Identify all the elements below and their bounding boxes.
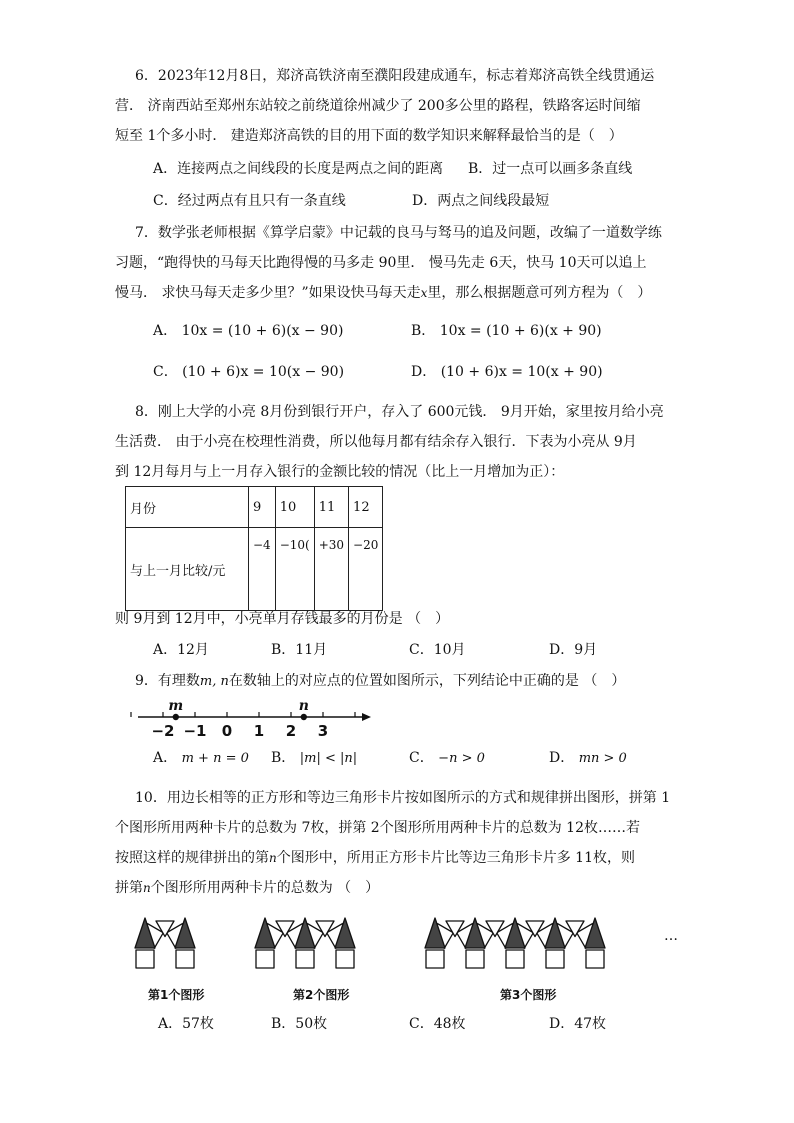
table-cell-month: 9 (249, 487, 276, 528)
square-card (466, 950, 484, 968)
q7-line-3b: 里，那么根据题意可列方程为（ ） (427, 285, 652, 301)
q10-line-4 (115, 878, 379, 898)
table-cell-value: −10( (275, 528, 314, 611)
figure-caption-3: 第3个图形 (500, 988, 557, 1002)
q9-option-d-label: D． (549, 750, 575, 766)
q9-line-1 (135, 671, 625, 692)
q8-option-d[interactable]: D．9月 (549, 642, 598, 658)
q7-line-3a: 慢马． 求快马每天走多少里？”如果设快马每天走 (115, 285, 421, 301)
square-card (256, 950, 274, 968)
q10-variable-n: n (269, 851, 277, 865)
q9-option-a[interactable] (153, 748, 249, 769)
q10-line-3b: 个图形中，所用正方形卡片比等边三角形卡片多 11枚，则 (276, 850, 635, 866)
q9-option-a-label: A． (153, 750, 178, 766)
q7-option-c-label: C． (153, 364, 178, 380)
q7-option-a[interactable] (153, 321, 343, 341)
q7-option-d-label: D． (411, 364, 437, 380)
q6-line-2: 营． 济南西站至郑州东站较之前绕道徐州减少了 200多公里的路程，铁路客运时间缩 (115, 98, 641, 114)
q10-option-c[interactable]: C．48枚 (409, 1016, 466, 1032)
tick-label: −1 (183, 722, 207, 740)
q8-comparison-table (125, 486, 383, 611)
square-card (586, 950, 604, 968)
square-card (336, 950, 354, 968)
q10-line-4b: 个图形所用两种卡片的总数为 （ ） (150, 880, 380, 896)
table-cell-value: −20 (349, 528, 383, 611)
q9-option-c-expression: −n > 0 (438, 751, 485, 766)
tick-label: 1 (253, 722, 265, 740)
q7-option-b-equation: 10x = (10 + 6)(x + 90) (439, 323, 602, 339)
q9-option-c-label: C． (409, 750, 434, 766)
point-m-label: m (168, 698, 184, 714)
q8-option-b[interactable]: B．11月 (271, 642, 328, 658)
square-card (466, 950, 484, 968)
q8-line-2: 生活费． 由于小亮在校理性消费，所以他每月都有结余存入银行．下表为小亮从 9月 (115, 434, 637, 450)
table-cell-month: 10 (275, 487, 314, 528)
q6-option-a[interactable]: A．连接两点之间线段的长度是两点之间的距离 (153, 161, 444, 177)
square-card (506, 950, 524, 968)
square-card (546, 950, 564, 968)
table-cell-month: 12 (349, 487, 383, 528)
q7-line-2: 习题，“跑得快的马每天比跑得慢的马多走 90里． 慢马先走 6天，快马 10天可以追上 (115, 255, 647, 271)
square-card (506, 950, 524, 968)
tick-label: 0 (221, 722, 233, 740)
square-card (296, 950, 314, 968)
q7-option-d[interactable] (411, 362, 603, 382)
square-card (426, 950, 444, 968)
q7-option-b[interactable] (411, 321, 602, 341)
q7-option-c-equation: (10 + 6)x = 10(x − 90) (182, 364, 345, 380)
table-header-month: 月份 (126, 487, 249, 528)
point-m (173, 714, 179, 720)
q8-line-3: 到 12月每月与上一月存入银行的金额比较的情况（比上一月增加为正）： (115, 464, 565, 480)
square-card (136, 950, 154, 968)
q7-line-1: 7．数学张老师根据《算学启蒙》中记载的良马与驽马的追及问题，改编了一道数学练 (135, 225, 662, 241)
q7-option-c[interactable] (153, 362, 344, 382)
q10-line-3 (115, 848, 635, 868)
q8-question: 则 9月到 12月中，小亮单月存钱最多的月份是 （ ） (115, 611, 450, 627)
q9-line-1a: 9．有理数 (135, 673, 200, 689)
figure-caption-1: 第1个图形 (148, 988, 205, 1002)
q8-option-c[interactable]: C．10月 (409, 642, 466, 658)
q10-line-3a: 按照这样的规律拼出的第 (115, 850, 269, 866)
square-card (586, 950, 604, 968)
tick-label: 3 (317, 722, 329, 740)
table-header-comparison: 与上一月比较/元 (126, 528, 249, 611)
q6-option-c[interactable]: C．经过两点有且只有一条直线 (153, 193, 346, 209)
axis-arrow-icon (362, 713, 371, 721)
q9-line-1b: 在数轴上的对应点的位置如图所示，下列结论中正确的是 （ ） (228, 673, 626, 689)
q10-option-d[interactable]: D．47枚 (549, 1016, 607, 1032)
q8-line-1: 8．刚上大学的小亮 8月份到银行开户，存入了 600元钱． 9月开始，家里按月给小亮 (135, 404, 664, 420)
q10-line-2: 个图形所用两种卡片的总数为 7枚，拼第 2个图形所用两种卡片的总数为 12枚……若 (115, 820, 640, 836)
point-n (301, 714, 307, 720)
q10-line-4a: 拼第 (115, 880, 143, 896)
q7-option-a-label: A． (153, 323, 178, 339)
q10-option-a[interactable]: A．57枚 (158, 1016, 214, 1032)
q9-number-line (0, 696, 794, 756)
q7-option-a-equation: 10x = (10 + 6)(x − 90) (181, 323, 344, 339)
square-card (336, 950, 354, 968)
q9-option-d[interactable] (549, 748, 627, 769)
square-card (426, 950, 444, 968)
q9-option-c[interactable] (409, 748, 485, 769)
q6-option-d[interactable]: D．两点之间线段最短 (412, 193, 550, 209)
q8-option-a[interactable]: A．12月 (153, 642, 209, 658)
q10-pattern-figures (0, 910, 794, 990)
square-card (296, 950, 314, 968)
figure-caption-2: 第2个图形 (293, 988, 350, 1002)
tick-label: −2 (151, 722, 175, 740)
point-n-label: n (298, 698, 309, 714)
q9-option-b[interactable] (271, 748, 357, 769)
q7-option-d-equation: (10 + 6)x = 10(x + 90) (440, 364, 603, 380)
q7-option-b-label: B． (411, 323, 436, 339)
q6-line-3: 短至 1个多小时． 建造郑济高铁的目的用下面的数学知识来解释最恰当的是（ ） (115, 128, 623, 144)
table-cell-month: 11 (314, 487, 348, 528)
table-row (126, 487, 383, 528)
q6-line-1: 6．2023年12月8日，郑济高铁济南至濮阳段建成通车，标志着郑济高铁全线贯通运 (135, 68, 655, 84)
square-card (176, 950, 194, 968)
q9-option-b-label: B． (271, 750, 296, 766)
q9-option-a-expression: m + n = 0 (181, 751, 249, 766)
q10-option-b[interactable]: B．50枚 (271, 1016, 328, 1032)
table-cell-value: +30 (314, 528, 348, 611)
q10-line-1: 10．用边长相等的正方形和等边三角形卡片按如图所示的方式和规律拼出图形，拼第 1 (135, 790, 671, 806)
continuation-ellipsis: … (664, 928, 678, 944)
q7-line-3 (115, 283, 651, 303)
table-row (126, 528, 383, 611)
q9-option-d-expression: mn > 0 (578, 751, 627, 766)
q9-variables: m, n (199, 674, 229, 689)
q7-variable-x: x (420, 286, 428, 300)
square-card (176, 950, 194, 968)
table-cell-value: −4 (249, 528, 276, 611)
tick-label: 2 (285, 722, 297, 740)
square-card (256, 950, 274, 968)
square-card (546, 950, 564, 968)
square-card (136, 950, 154, 968)
q10-variable-n: n (143, 881, 151, 895)
q6-option-b[interactable]: B．过一点可以画多条直线 (468, 161, 633, 177)
q9-option-b-expression: |m| < |n| (299, 751, 358, 766)
